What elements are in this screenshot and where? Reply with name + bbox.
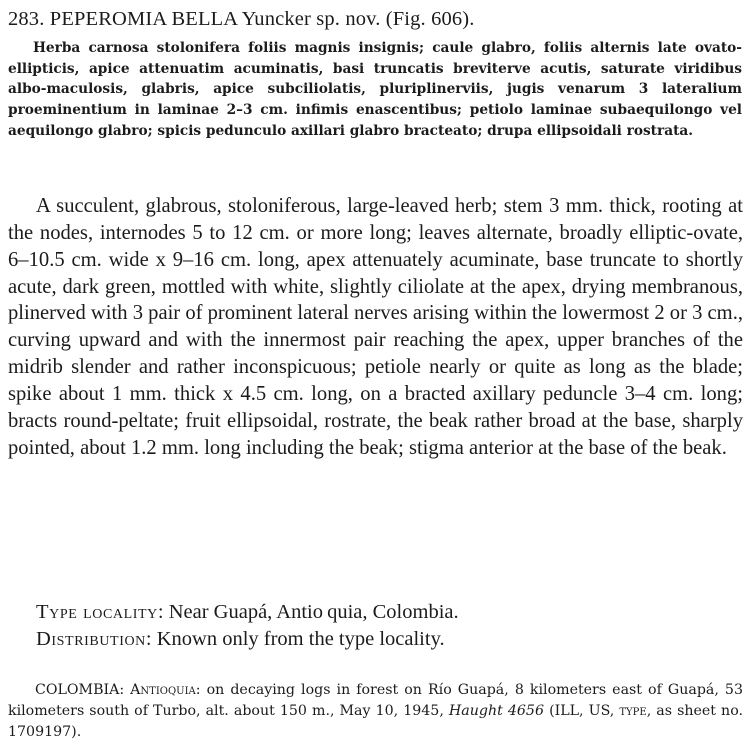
specimen-text-3: , as sheet no. 1709197).	[8, 703, 743, 740]
species-name: PEPEROMIA BELLA	[49, 8, 238, 30]
distribution-line: Distribution: Known only from the type locality.	[36, 627, 445, 650]
specimen-department: Antioquia	[130, 682, 196, 698]
distribution-value: Known only from the type locality.	[156, 627, 445, 650]
specimen-type-label: type	[619, 703, 647, 719]
type-locality-label: Type locality	[36, 601, 158, 623]
specimen-text-2: (ILL, US,	[549, 703, 615, 719]
species-authority-figure: Yuncker sp. nov. (Fig. 606).	[241, 8, 475, 30]
specimen-country: COLOMBIA	[35, 682, 120, 698]
type-locality-value: Near Guapá, Antio quia, Colombia.	[168, 601, 459, 623]
type-locality-line: Type locality: Near Guapá, Antio quia, Colombia.	[36, 601, 459, 623]
specimen-collector: Haught 4656	[448, 703, 544, 719]
english-description: A succulent, glabrous, stoloniferous, large-leaved herb; stem 3 mm. thick, rooting at the nodes, internodes 5 to 12 cm. or more long; leaves alternate, broadly elliptic-ovate, 6–10.5 cm. wide x 9–16 cm. long, apex attenuately acuminate, base truncate to shortly acute, dark green, mottled with white, slightly ciliolate at the apex, drying membranous, plinerved with 3 pair of prominent lateral nerves arising within the lowermost 2 or 3 cm., curving upward and with the innermost pair reaching the apex, upper branches of the midrib slender and rather inconspicuous; petiole nearly or quite as long as the blade; spike about 1 mm. thick x 4.5 cm. long, on a bracted axillary peduncle 3–4 cm. long; bracts round-peltate; fruit ellipsoidal, rostrate, the beak rather broad at the base, sharply pointed, about 1.2 mm. long including the beak; stigma anterior at the base of the beak.	[8, 195, 743, 459]
locality-block	[36, 599, 736, 652]
species-number: 283.	[8, 8, 45, 30]
latin-diagnosis: Herba carnosa stolonifera foliis magnis insignis; caule glabro, foliis alternis late ovato-ellipticis, apice attenuatim acuminatis, basi truncatis breviterve acutis, saturate viridibus albo-maculosis, glabris, apice subciliolatis, pluriplinerviis, jugis venarum 3 lateralium proeminentium in laminae 2–3 cm. infimis enascentibus; petiolo laminae subaequilongo vel aequilongo glabro; spicis pedunculo axillari glabro bracteato; drupa ellipsoidali rostrata.	[8, 40, 742, 139]
specimen-text-1: on decaying logs in forest on Río Guapá, 8 kilometers east of Guapá, 53 kilometers south of Turbo, alt. about 150 m., May 10, 1945,	[8, 682, 743, 719]
specimen-citation: COLOMBIA: Antioquia: on decaying logs in forest on Río Guapá, 8 kilometers east of Guapá, 53 kilometers south of Turbo, alt. about 150 m., May 10, 1945, Haught 4656 (ILL, US, type, as sheet no. 1709197).	[8, 682, 743, 740]
species-heading	[8, 6, 743, 32]
distribution-label: Distribution	[36, 627, 146, 650]
